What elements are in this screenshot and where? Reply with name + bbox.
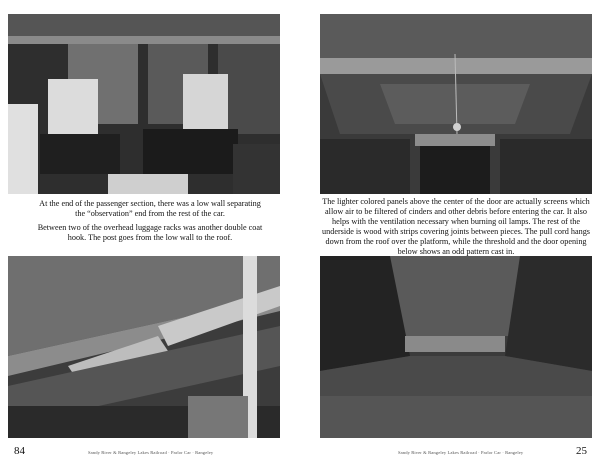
door-ceiling-image <box>320 14 592 194</box>
parlor-chairs-image <box>8 14 280 194</box>
luggage-racks-image <box>8 256 280 438</box>
photo-door-ceiling <box>320 14 592 194</box>
right-page <box>300 0 600 464</box>
photo-luggage-racks <box>8 256 280 438</box>
caption-left-para2: Between two of the overhead luggage racks was another double coat hook. The post goes from the low wall to the roof. <box>37 223 263 242</box>
door-threshold-image <box>320 256 592 438</box>
running-footer-left: Sandy River & Rangeley Lakes Railroad · Parlor Car · Rangeley <box>88 450 214 455</box>
caption-left <box>34 199 266 243</box>
photo-parlor-chairs <box>8 14 280 194</box>
page-number-left: 84 <box>14 445 25 457</box>
caption-left-para1: At the end of the passenger section, there was a low wall separating the “observation” end from the rest of the car. <box>39 199 261 218</box>
caption-right-text: The lighter colored panels above the center of the door are actually screens which allow air to be filtered of cinders and other debris before entering the car. It also helps with the ventilation necessary when burning oil lamps. The rest of the underside is wood with strips covering joints between pieces. The pull cord hangs down from the roof over the platform, while the threshold and the door opening below shows an odd pattern cast in. <box>322 197 590 256</box>
photo-door-threshold <box>320 256 592 438</box>
page-number-right: 25 <box>576 445 587 457</box>
running-footer-right: Sandy River & Rangeley Lakes Railroad · Parlor Car · Rangeley <box>398 450 524 455</box>
caption-right <box>320 197 592 257</box>
